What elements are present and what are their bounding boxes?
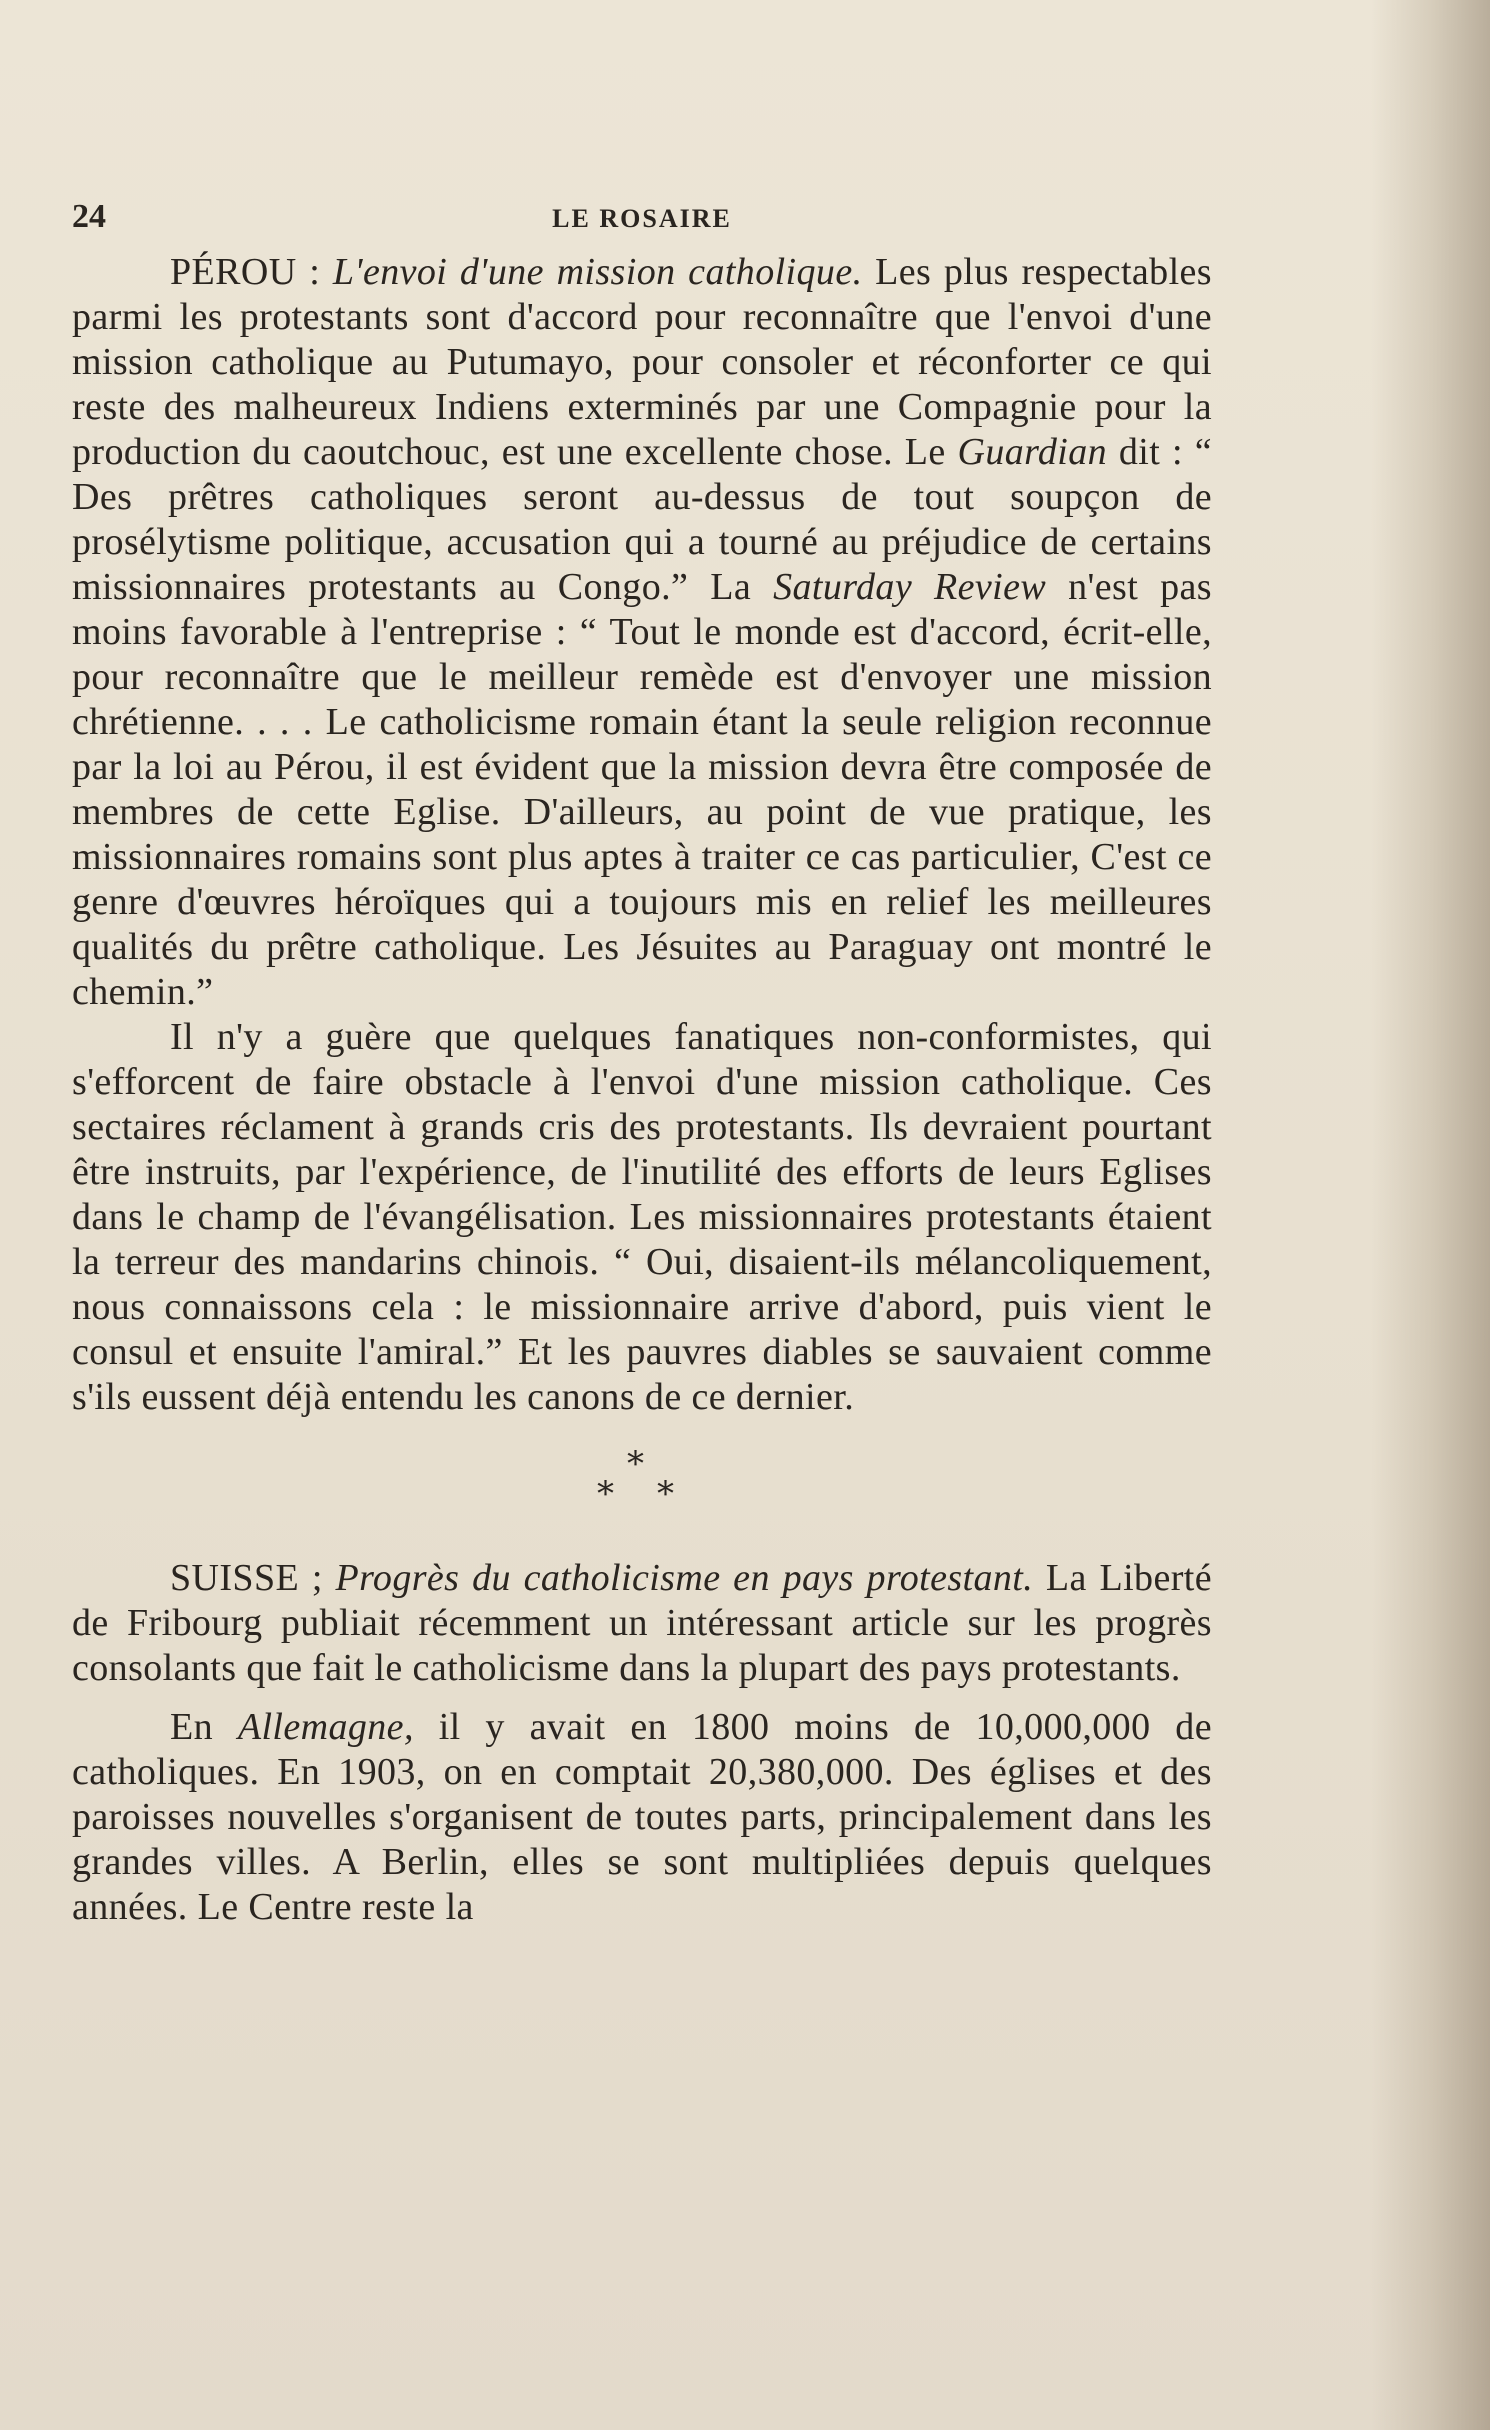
perou-text-c: n'est pas moins favorable à l'entreprise : “ Tout le monde est d'accord, écrit-elle, pour reconnaître que le meilleur remède est d'envoyer une mission chrétienne. . . . Le catholicisme romain étant la seule religion reconnue par la loi au Pérou, il est évident que la mission devra être composée de membres de cette Eglise. D'ailleurs, au point de vue pratique, les missionnaires romains sont plus aptes à traiter ce cas particulier, C'est ce genre d'œuvres héroïques qui a toujours mis en relief les meilleures qualités du prêtre catholique. Les Jésuites au Paraguay ont montré le chemin.” [72,566,1212,1013]
perou-text-a: Les plus respectables parmi les protestants sont d'accord pour reconnaître que l'envoi d'une mission catholique au Putumayo, pour consoler et réconforter ce qui reste des malheureux Indiens exterminés par une Compagnie pour la production du caoutchouc, est une excellente chose. Le [72,251,1212,473]
page-number: 24 [72,198,106,235]
suisse-country: SUISSE ; [170,1557,323,1599]
perou-paragraph-2: Il n'y a guère que quelques fanatiques non-conformistes, qui s'efforcent de faire obstacle à l'envoi d'une mission catholique. Ces sectaires réclament à grands cris des protestants. Ils devraient pourtant être instruits, par l'expérience, de l'inutilité des efforts de leurs Eglises dans le champ de l'évangélisation. Les missionnaires protestants étaient la terreur des mandarins chinois. “ Oui, disaient-ils mélancoliquement, nous connaissons cela : le missionnaire arrive d'abord, puis vient le consul et ensuite l'amiral.” Et les pauvres diables se sauvaient comme s'ils eussent déjà entendu les canons de ce dernier. [72,1016,1212,1418]
saturday-review-title: Saturday Review [773,566,1047,608]
suisse-paragraph-1 [72,1556,1212,1691]
section-separator [72,1436,1212,1556]
guardian-title: Guardian [957,431,1108,473]
perou-country: PÉROU : [170,251,321,293]
asterisk-left: * [597,1474,614,1514]
page-header [72,190,1212,250]
page-content [72,190,1212,1930]
running-title: LE ROSAIRE [552,204,732,233]
suisse-text-a: En [170,1706,214,1748]
perou-text-b: dit : “ Des prêtres catholiques seront au-dessus de tout soupçon de prosélytisme politique, accusation qui a tourné au préjudice de certains missionnaires protestants au Congo.” La [72,431,1212,608]
perou-paragraph-1 [72,250,1212,1015]
suisse-text: La Liberté de Fribourg publiait récemment un intéressant article sur les progrès consolants que fait le catholicisme dans la plupart des pays protestants. [72,1557,1213,1689]
suisse-heading: Progrès du catholicisme en pays protestant. [335,1557,1034,1599]
allemagne-word: Allemagne, [237,1706,414,1748]
suisse-paragraph-2 [72,1705,1212,1930]
asterisk-right: * [657,1474,674,1514]
perou-heading: L'envoi d'une mission catholique. [332,251,863,293]
asterisk-top: * [627,1444,644,1484]
suisse-text-b: il y avait en 1800 moins de 10,000,000 de catholiques. En 1903, on en comptait 20,380,000. Des églises et des paroisses nouvelles s'organisent de toutes parts, principalement dans les grandes villes. A Berlin, elles se sont multipliées depuis quelques années. Le Centre reste la [72,1706,1212,1928]
